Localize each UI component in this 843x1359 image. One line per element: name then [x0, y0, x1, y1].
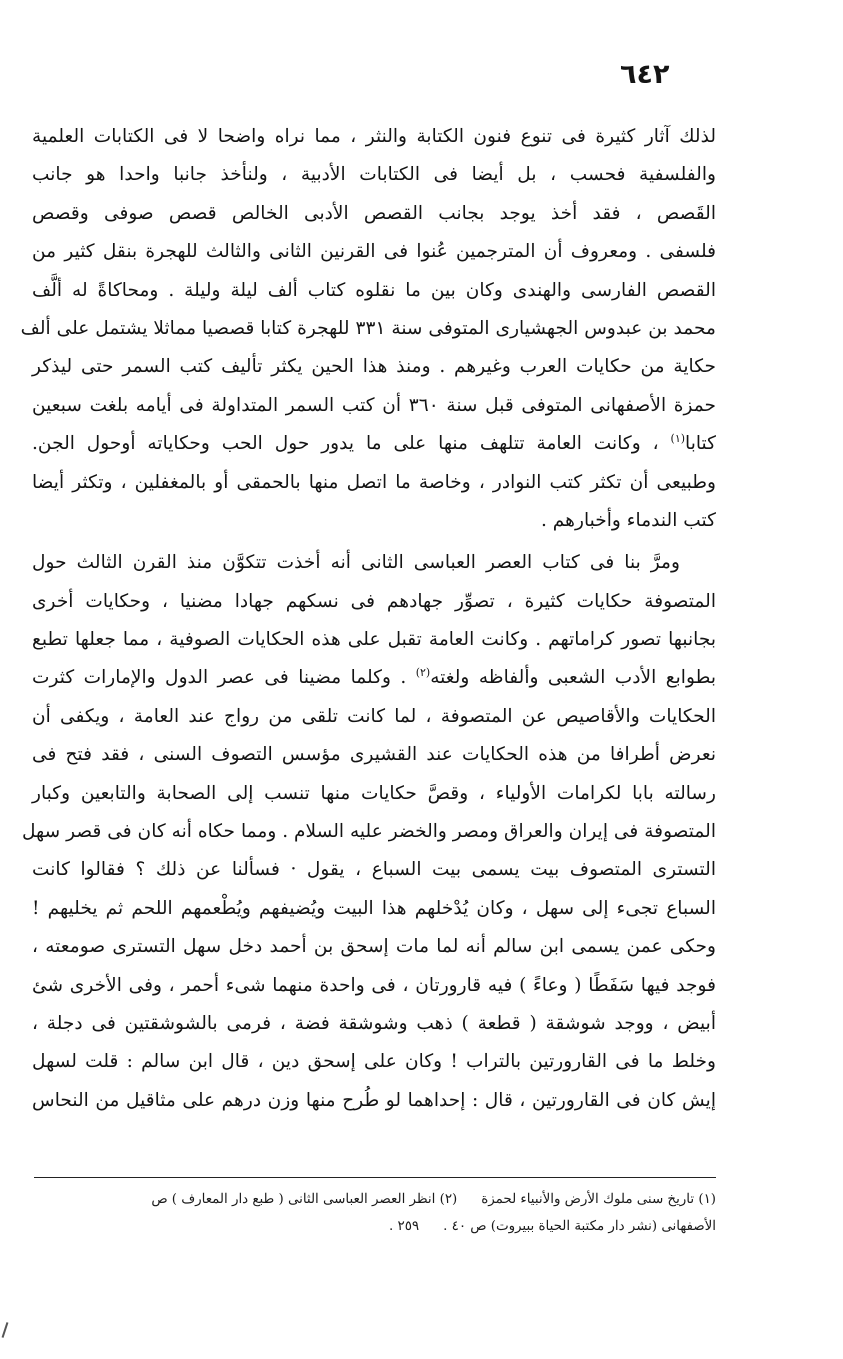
text-line: والفلسفية فحسب ، بل أيضا فى الكتابات الأدبية ، ولنأخذ جانبا واحدا هو جانب	[32, 164, 716, 186]
text-segment: بطوابع الأدب الشعبى وألفاظه ولغته	[430, 667, 716, 689]
text-line: حكاية من حكايات العرب وغيرهم . ومنذ هذا الحين يكثر تأليف كتب السمر حتى ليذكر	[32, 356, 716, 378]
text-line: لذلك آثار كثيرة فى تنوع فنون الكتابة والنثر ، مما نراه واضحا لا فى الكتابات العلمية	[32, 126, 716, 147]
text-line: وطبيعى أن تكثر كتب النوادر ، وخاصة ما اتصل منها بالحمقى أو بالمغفلين ، وتكثر أيضا	[32, 471, 716, 493]
text-line: كتب الندماء وأخبارهم .	[540, 509, 716, 531]
text-line: حمزة الأصفهانى المتوفى قبل سنة ٣٦٠ أن كتب السمر المتداولة فى أيامه بلغت سبعين	[32, 394, 717, 416]
footnotes	[40, 1186, 716, 1240]
text-segment: . وكلما مضينا فى عصر الدول والإمارات كثرت	[32, 667, 416, 689]
text-line: محمد بن عبدوس الجهشيارى المتوفى سنة ٣٣١ للهجرة كتابا قصصيا مماثلا يشتمل على ألف	[20, 317, 716, 339]
paragraph-1	[20, 118, 717, 540]
text-line: نعرض أطرافا من هذه الحكايات عند القشيرى مؤسس التصوف السنى ، فقد فتح فى	[32, 744, 716, 766]
text-line: القصص الفارسى والهندى وكان بين ما نقلوه كتاب ألف ليلة وليلة . ومحاكاةً له ألَّف	[32, 279, 716, 301]
text-line: بجانبها تصور كراماتهم . وكانت العامة تقبل على هذه الحكايات الصوفية ، مما جعلها تطبع	[32, 629, 716, 651]
text-segment: ، وكانت العامة تتلهف منها على ما يدور حول الحب وحكاياته أوحول الجن.	[32, 433, 671, 455]
footnote-1-part: (١) تاريخ سنى ملوك الأرض والأنبياء لحمزة	[481, 1192, 716, 1207]
footnote-divider	[34, 1177, 716, 1178]
scan-mark	[2, 1322, 9, 1338]
text-line: فلسفى . ومعروف أن المترجمين عُنوا فى القرنين الثانى والثالث للهجرة بنقل كثير من	[32, 241, 716, 263]
footnote-ref-1[interactable]: (١)	[670, 432, 686, 446]
text-line-with-footnote-ref	[32, 425, 716, 463]
text-line: وحكى عمن يسمى ابن سالم أنه لما مات إسحق بن أحمد دخل سهل التسترى صومعته ،	[32, 936, 716, 958]
footnote-line	[40, 1213, 716, 1240]
text-line: التسترى المتصوف بيت يسمى بيت السباع ، يقول · فسألنا عن ذلك ؟ فقالوا كانت	[32, 859, 716, 881]
text-line: ومرَّ بنا فى كتاب العصر العباسى الثانى أنه أخذت تتكوَّن منذ القرن الثالث حول	[32, 552, 680, 574]
text-line: القَصص ، فقد أخذ يوجد بجانب القصص الأدبى الخالص قصص صوفى وقصص	[32, 202, 716, 224]
text-line: المتصوفة حكايات كثيرة ، تصوِّر جهادهم فى نسكهم جهادا مضنيا ، وحكايات أخرى	[32, 590, 716, 612]
text-line: وخلط ما فى القارورتين بالتراب ! وكان على إسحق دين ، قال ابن سالم : قلت لسهل	[32, 1051, 716, 1073]
text-line: إيش كان فى القارورتين ، قال : إحداهما لو طُرح منها وزن درهم على مثاقيل من النحاس	[32, 1089, 716, 1111]
body-text	[20, 118, 717, 1120]
footnote-2-part: ٢٥٩ .	[389, 1219, 420, 1234]
text-line: فوجد فيها سَفَطًا ( وعاءً ) فيه قارورتان ، فى واحدة منهما شىء أحمر ، وفى الأخرى شئ	[32, 974, 716, 996]
text-line: السباع تجىء إلى سهل ، وكان يُدْخلهم هذا البيت ويُضيفهم ويُطْعمهم اللحم ثم يخليهم !	[32, 897, 716, 919]
footnote-ref-2[interactable]: (٢)	[415, 666, 431, 680]
text-line: أبيض ، ووجد شوشقة ( قطعة ) ذهب وشوشقة فضة ، فرمى بالشوشقتين فى دجلة ،	[32, 1012, 716, 1034]
page-number: ٦٤٢	[620, 59, 670, 90]
footnote-2-part: (٢) انظر العصر العباسى الثانى ( طبع دار المعارف ) ص	[151, 1192, 458, 1207]
text-line: المتصوفة فى إيران والعراق ومصر والخضر عليه السلام . ومما حكاه أنه كان فى قصر سهل	[21, 821, 716, 843]
paragraph-2	[21, 544, 716, 1120]
text-line-with-footnote-ref	[32, 659, 716, 697]
text-line: رسالته بابا لكرامات الأولياء ، وقصَّ حكايات منها تنسب إلى الصحابة والتابعين وكبار	[32, 782, 716, 804]
text-line: الحكايات والأقاصيص عن المتصوفة ، لما كانت تلقى من رواج عند العامة ، ويكفى أن	[32, 705, 716, 727]
text-segment: كتابا	[685, 433, 716, 455]
footnote-1-part: الأصفهانى (نشر دار مكتبة الحياة ببيروت) ص ٤٠ .	[443, 1219, 716, 1234]
footnote-line	[40, 1186, 716, 1213]
